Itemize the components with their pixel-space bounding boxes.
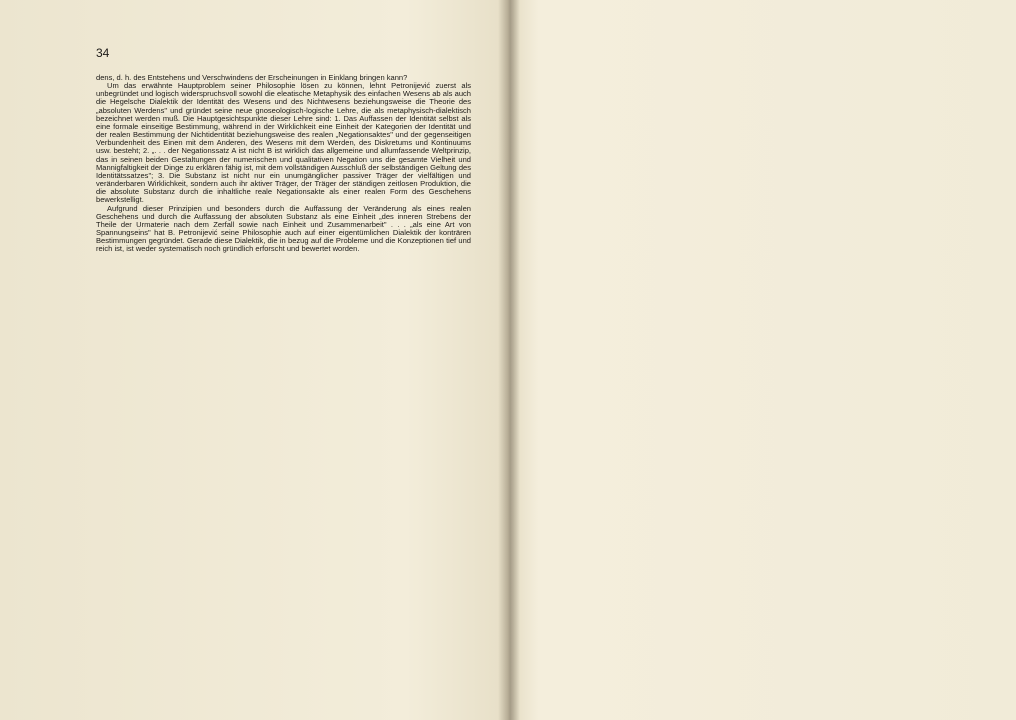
german-text-block (96, 74, 471, 253)
paragraph: Aufgrund dieser Prinzipien und besonders durch die Auffassung der Veränderung als eines realen Geschehens und durch die Auffassung der absoluten Substanz als eine Einheit „des inneren Strebens der Theile der Urmaterie nach dem Zerfall sowie nach Einheit und Zusammenarbeit" . . . „als eine Art von Spannungseins" hat B. Petronijević seine Philosophie auch auf einer eigentümlichen Dialektik der konträren Bestimmungen gegründet. Gerade diese Dialektik, die in bezug auf die Probleme und die Konzeptionen tief und reich ist, ist weder systematisch noch gründlich erforscht und bewertet worden. (96, 203, 471, 254)
left-page (0, 0, 505, 720)
paragraph: dens, d. h. des Entstehens und Verschwindens der Erscheinungen in Einklang bringen kann? (96, 73, 408, 82)
paragraph: Um das erwähnte Hauptproblem seiner Philosophie lösen zu können, lehnt Petronijević zuerst als unbegründet und logisch widerspruchsvoll sowohl die eleatische Metaphysik des einfachen Wesens ab als auch die Hegelsche Dialektik der Identität des Wesens und des Nichtwesens beziehungsweise die Theorie des „absoluten Werdens" und gründet seine neue gnoseologisch-logische Lehre, die als metaphysisch-dialektisch bezeichnet werden muß. Die Hauptgesichtspunkte dieser Lehre sind: 1. Das Auffassen der Identität selbst als eine formale einseitige Bestimmung, während in der Wirklichkeit eine Einheit der Kategorien der Identität und der realen Bestimmung der Nichtidentität beziehungsweise des realen „Negationsaktes" und der gegenseitigen Verbundenheit des Einen mit dem Anderen, des Wesens mit dem Werden, des Diskretums und Kontinuums usw. besteht; 2. „. . . der Negationssatz A ist nicht B ist wirklich das allgemeine und allumfassende Weltprinzip, das in seinen beiden Gestaltungen der numerischen und qualitativen Negation uns die gesamte Vielheit und Mannigfaltigkeit der Dinge zu erklären fähig ist, mit dem vollständigen Ausschluß der selbständigen Geltung des Identitätssatzes"; 3. Die Substanz ist nicht nur ein unumgänglicher passiver Träger der vielfältigen und veränderbaren Wirklichkeit, sondern auch ihr aktiver Träger, der Träger der ständigen zeitlosen Produktion, die die absolute Substanz durch die inhaltliche reale Negationsakte als einer realen Form des Geschehens bewerkstelligt. (96, 81, 471, 205)
page-number: 34 (96, 46, 110, 60)
right-page (509, 0, 1016, 720)
